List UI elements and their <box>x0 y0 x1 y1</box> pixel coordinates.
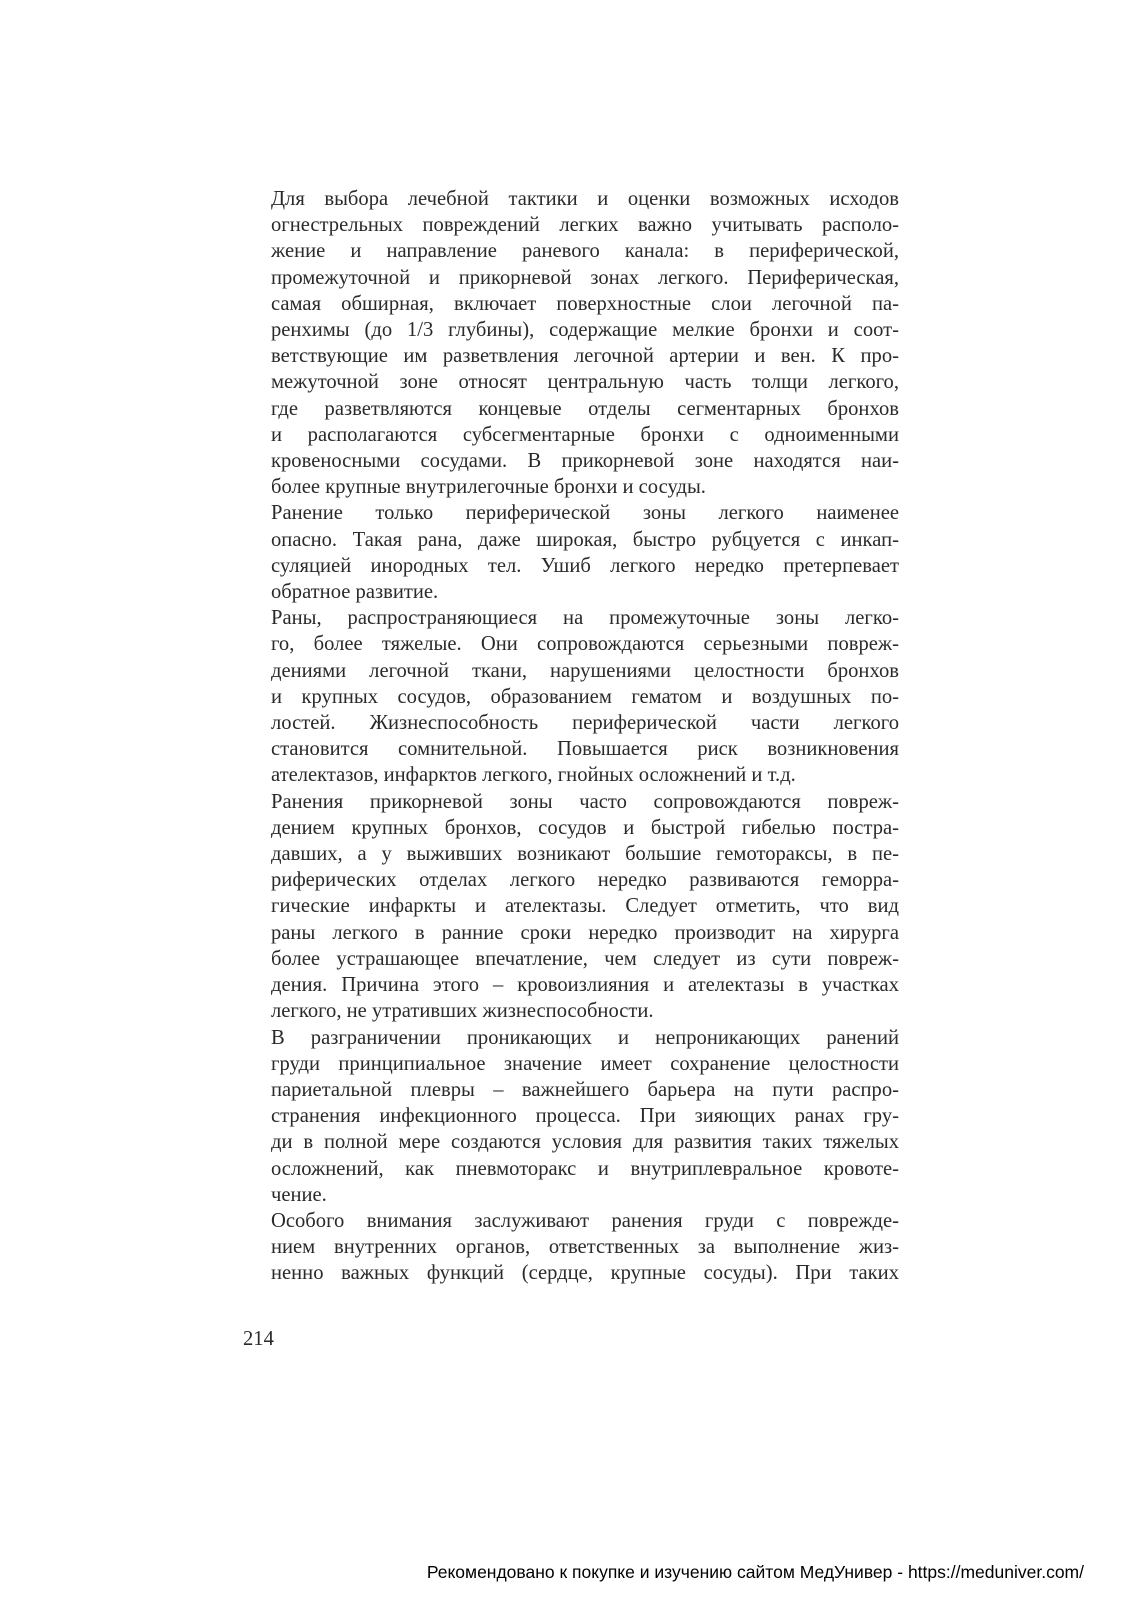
page-number: 214 <box>243 1328 274 1350</box>
text-line: огнестрельных повреждений легких важно учитывать располо- <box>271 214 899 237</box>
text-line: париетальной плевры – важнейшего барьера на пути распро- <box>271 1078 899 1101</box>
paragraph-hilar-zone <box>243 789 899 1025</box>
text-line: более устрашающее впечатление, чем следует из сути повреж- <box>271 947 899 970</box>
text-line: раны легкого в ранние сроки нередко производит на хирурга <box>271 921 899 944</box>
text-line: гические инфаркты и ателектазы. Следует отметить, что вид <box>271 895 899 918</box>
paragraph-intermediate-zone <box>243 605 899 788</box>
text-line: ателектазов, инфарктов легкого, гнойных осложнений и т.д. <box>271 764 796 787</box>
paragraph-vital-organs <box>243 1208 899 1287</box>
text-line: кровеносными сосудами. В прикорневой зоне находятся наи- <box>271 450 899 473</box>
text-line: обратное развитие. <box>271 581 439 604</box>
text-line: более крупные внутрилегочные бронхи и сосуды. <box>271 476 706 499</box>
text-line: странения инфекционного процесса. При зияющих ранах гру- <box>271 1105 899 1128</box>
text-line: нием внутренних органов, ответственных за выполнение жиз- <box>271 1236 899 1259</box>
text-line: давших, а у выживших возникают большие гемотораксы, в пе- <box>271 843 899 866</box>
footer-recommendation: Рекомендовано к покупке и изучению сайтом МедУнивер - https://meduniver.com/ <box>426 1562 1084 1582</box>
text-line: жение и направление раневого канала: в периферической, <box>271 240 899 263</box>
text-line: Ранения прикорневой зоны часто сопровождаются повреж- <box>271 790 899 813</box>
text-line: дением крупных бронхов, сосудов и быстрой гибелью пострa- <box>271 816 899 839</box>
text-line: становится сомнительной. Повышается риск возникновения <box>271 738 899 761</box>
text-line: ди в полной мере создаются условия для развития таких тяжелых <box>271 1131 899 1154</box>
text-line: ветствующие им разветвления легочной артерии и вен. К про- <box>271 345 899 368</box>
text-line: чение. <box>271 1183 327 1206</box>
text-line: межуточной зоне относят центральную часть толщи легкого, <box>271 371 899 394</box>
text-line: легкого, не утративших жизнеспособности. <box>271 1000 654 1023</box>
text-line: Особого внимания заслуживают ранения груди с поврежде- <box>271 1209 899 1232</box>
text-line: где разветвляются концевые отделы сегментарных бронхов <box>271 397 899 420</box>
text-line: дениями легочной ткани, нарушениями целостности бронхов <box>271 659 899 682</box>
text-line: груди принципиальное значение имеет сохранение целостности <box>271 1052 899 1075</box>
text-line: опасно. Такая рана, даже широкая, быстро рубцуется с инкап- <box>271 528 899 551</box>
text-line: Раны, распространяющиеся на промежуточные зоны легко- <box>271 607 899 630</box>
text-line: ренхимы (до 1/3 глубины), содержащие мелкие бронхи и соот- <box>271 319 899 342</box>
text-line: осложнений, как пневмоторакс и внутриплевральное кровоте- <box>271 1157 899 1180</box>
text-line: В разграничении проникающих и непроникающих ранений <box>271 1026 899 1049</box>
text-line: лостей. Жизнеспособность периферической части легкого <box>271 712 899 735</box>
text-line: Ранение только периферической зоны легкого наименее <box>271 502 899 525</box>
paragraph-lung-zones <box>243 186 899 500</box>
paragraph-peripheral-zone <box>243 500 899 605</box>
body-text <box>243 186 899 1287</box>
text-line: суляцией инородных тел. Ушиб легкого нередко претерпевает <box>271 554 899 577</box>
text-line: ненно важных функций (сердце, крупные сосуды). При таких <box>271 1262 899 1285</box>
text-line: самая обширная, включает поверхностные слои легочной па- <box>271 292 899 315</box>
text-line: и крупных сосудов, образованием гематом и воздушных по- <box>271 685 899 708</box>
text-line: и располагаются субсегментарные бронхи с одноименными <box>271 423 899 446</box>
text-line: промежуточной и прикорневой зонах легкого. Периферическая, <box>271 266 899 289</box>
text-line: Для выбора лечебной тактики и оценки возможных исходов <box>271 188 899 210</box>
text-line: риферических отделах легкого нередко развиваются геморра- <box>271 869 899 892</box>
text-line: го, более тяжелые. Они сопровождаются серьезными повреж- <box>271 633 899 656</box>
paragraph-parietal-pleura <box>243 1025 899 1208</box>
text-line: дения. Причина этого – кровоизлияния и ателектазы в участках <box>271 974 899 997</box>
